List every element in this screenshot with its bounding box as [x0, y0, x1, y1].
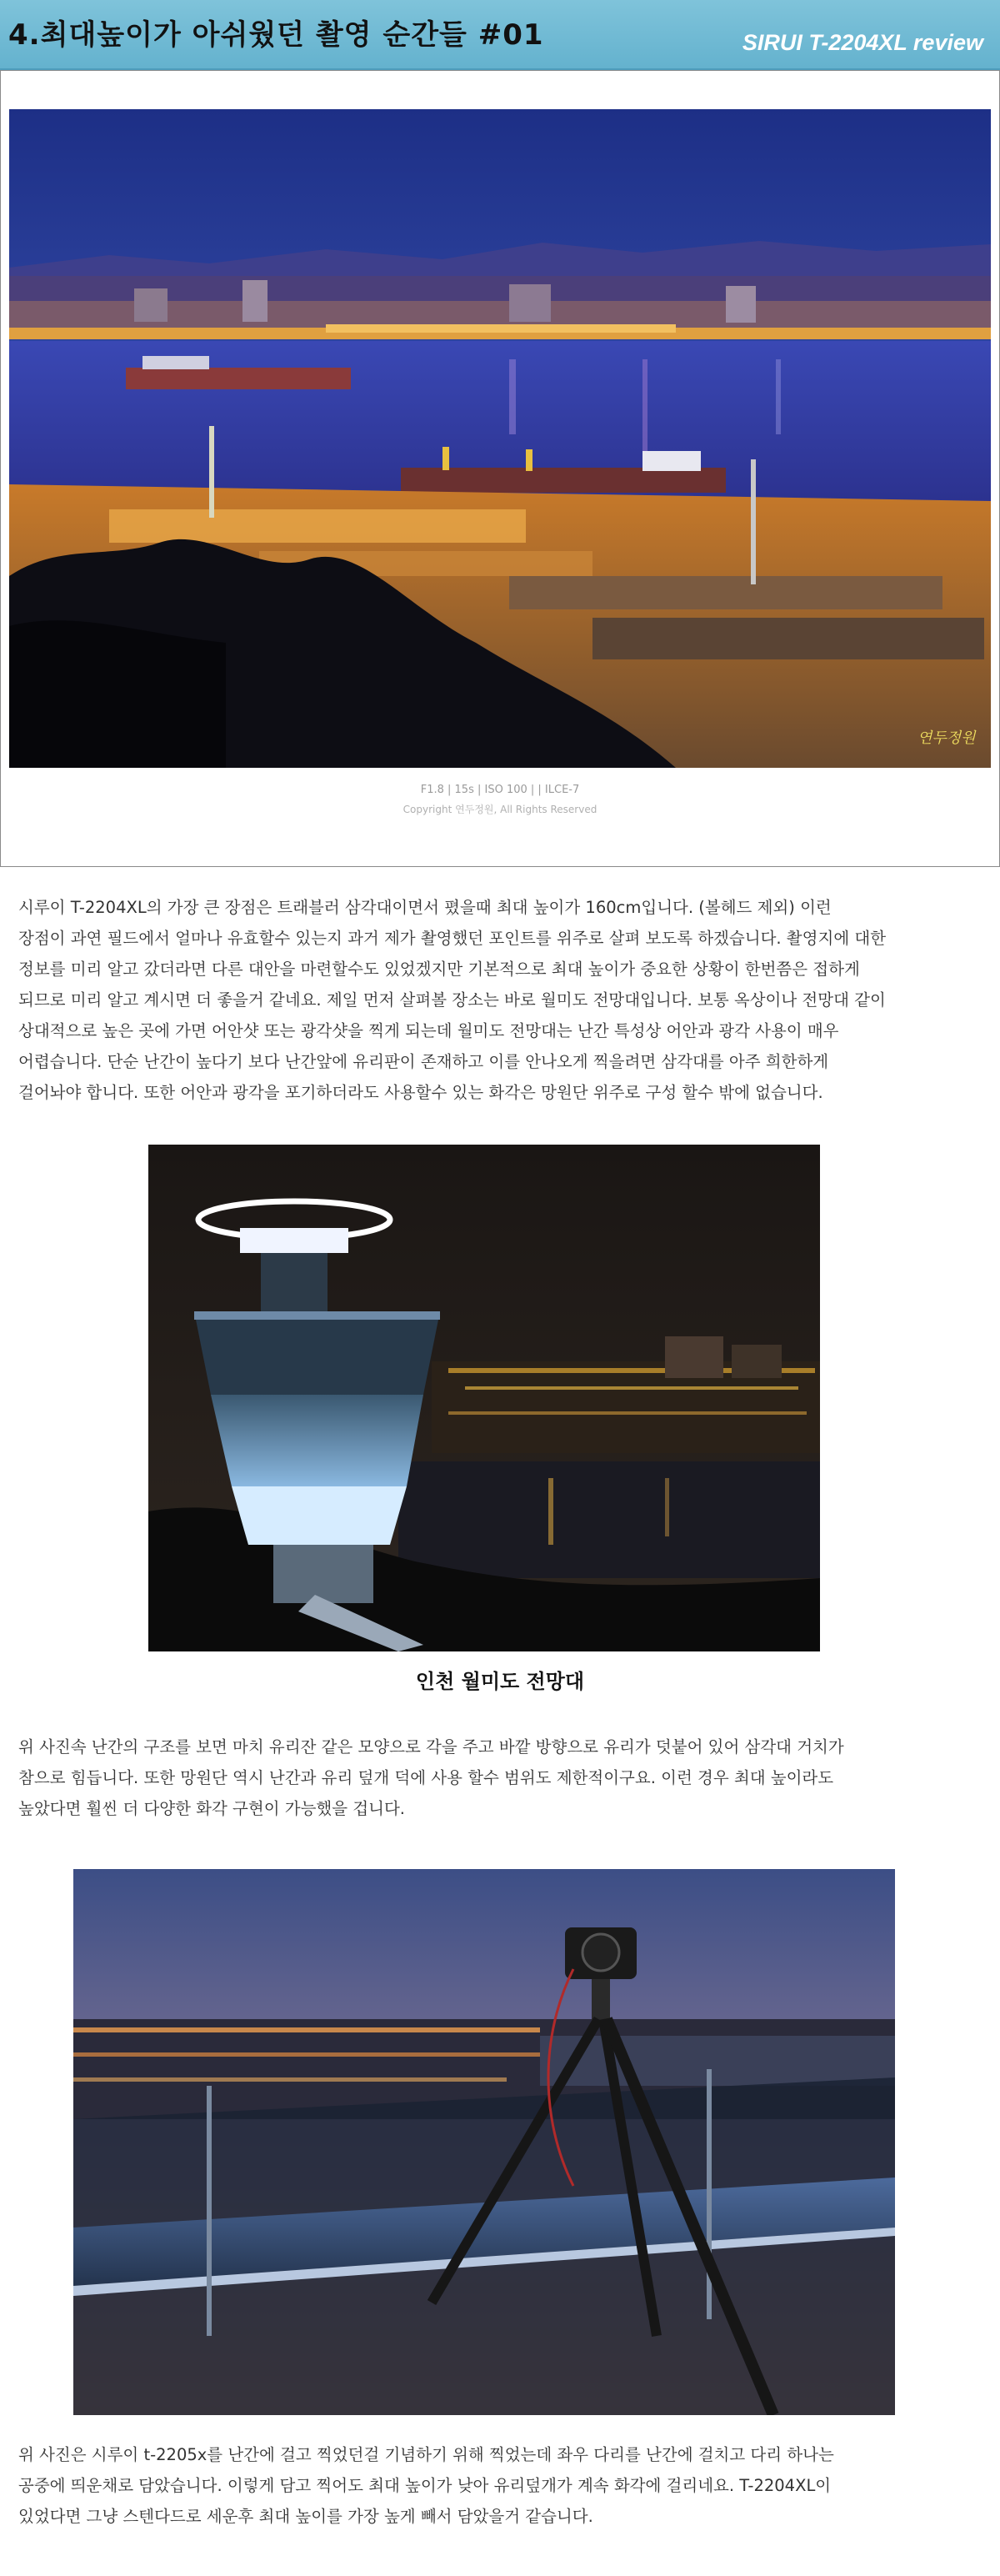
section-title: 4.최대높이가 아쉬웠던 촬영 순간들 #01: [8, 18, 544, 52]
text-line: 공중에 띄운채로 담았습니다. 이렇게 담고 찍어도 최대 높이가 낮아 유리덮개가 계속 화각에 걸리네요. T-2204XL이: [18, 2476, 832, 2495]
text-line: 참으로 힘듭니다. 또한 망원단 역시 난간과 유리 덮개 덕에 사용 할수 범위도 제한적이구요. 이런 경우 최대 높이라도: [18, 1768, 834, 1787]
text-line: 되므로 미리 알고 계시면 더 좋을거 같네요. 제일 먼저 살펴볼 장소는 바로 월미도 전망대입니다. 보통 옥상이나 전망대 같이: [18, 990, 886, 1010]
text-line: 상대적으로 높은 곳에 가면 어안샷 또는 광각샷을 찍게 되는데 월미도 전망대는 난간 특성상 어안과 광각 사용이 매우: [18, 1021, 839, 1040]
body-paragraph: [18, 1732, 982, 1824]
section-banner: [0, 0, 1000, 70]
photo-exif: F1.8 | 15s | ISO 100 | | ILCE-7: [420, 784, 580, 796]
text-line: 정보를 미리 알고 갔더라면 다른 대안을 마련할수도 있었겠지만 기본적으로 최대 높이가 중요한 상황이 한번쯤은 접하게: [18, 960, 860, 979]
photo-caption: 인천 월미도 전망대: [415, 1670, 585, 1693]
photo-frame: [0, 70, 1000, 867]
text-line: 위 사진속 난간의 구조를 보면 마치 유리잔 같은 모양으로 각을 주고 바깥 방향으로 유리가 덧붙어 있어 삼각대 거치가: [18, 1737, 844, 1757]
tripod-railing-photo: [73, 1869, 895, 2415]
intro-paragraph: [18, 892, 982, 1108]
text-line: 위 사진은 시루이 t-2205x를 난간에 걸고 찍었던걸 기념하기 위해 찍었는데 좌우 다리를 난간에 걸치고 다리 하나는: [18, 2445, 834, 2464]
text-line: 걸어놔야 합니다. 또한 어안과 광각을 포기하더라도 사용할수 있는 화각은 망원단 위주로 구성 할수 밖에 없습니다.: [18, 1083, 823, 1102]
text-line: 있었다면 그냥 스텐다드로 세운후 최대 높이를 가장 높게 빼서 담았을거 같습니다.: [18, 2507, 593, 2526]
text-line: 장점이 과연 필드에서 얼마나 유효할수 있는지 과거 제가 촬영했던 포인트를 위주로 살펴 보도록 하겠습니다. 촬영지에 대한: [18, 929, 887, 948]
observatory-tower-photo: [148, 1145, 820, 1651]
text-line: 높았다면 훨씬 더 다양한 화각 구현이 가능했을 겁니다.: [18, 1799, 406, 1818]
photo-signature: 연두정원: [918, 729, 976, 747]
photo-copyright: Copyright 연두정원, All Rights Reserved: [402, 804, 598, 815]
text-line: 어렵습니다. 단순 난간이 높다기 보다 난간앞에 유리판이 존재하고 이를 안나오게 찍을려면 삼각대를 아주 희한하게: [18, 1052, 829, 1071]
text-line: 시루이 T-2204XL의 가장 큰 장점은 트래블러 삼각대이면서 폈을때 최대 높이가 160cm입니다. (볼헤드 제외) 이런: [18, 898, 832, 917]
closing-paragraph: [18, 2439, 982, 2532]
review-subtitle: SIRUI T-2204XL review: [742, 30, 983, 55]
harbor-night-photo: [9, 109, 991, 768]
